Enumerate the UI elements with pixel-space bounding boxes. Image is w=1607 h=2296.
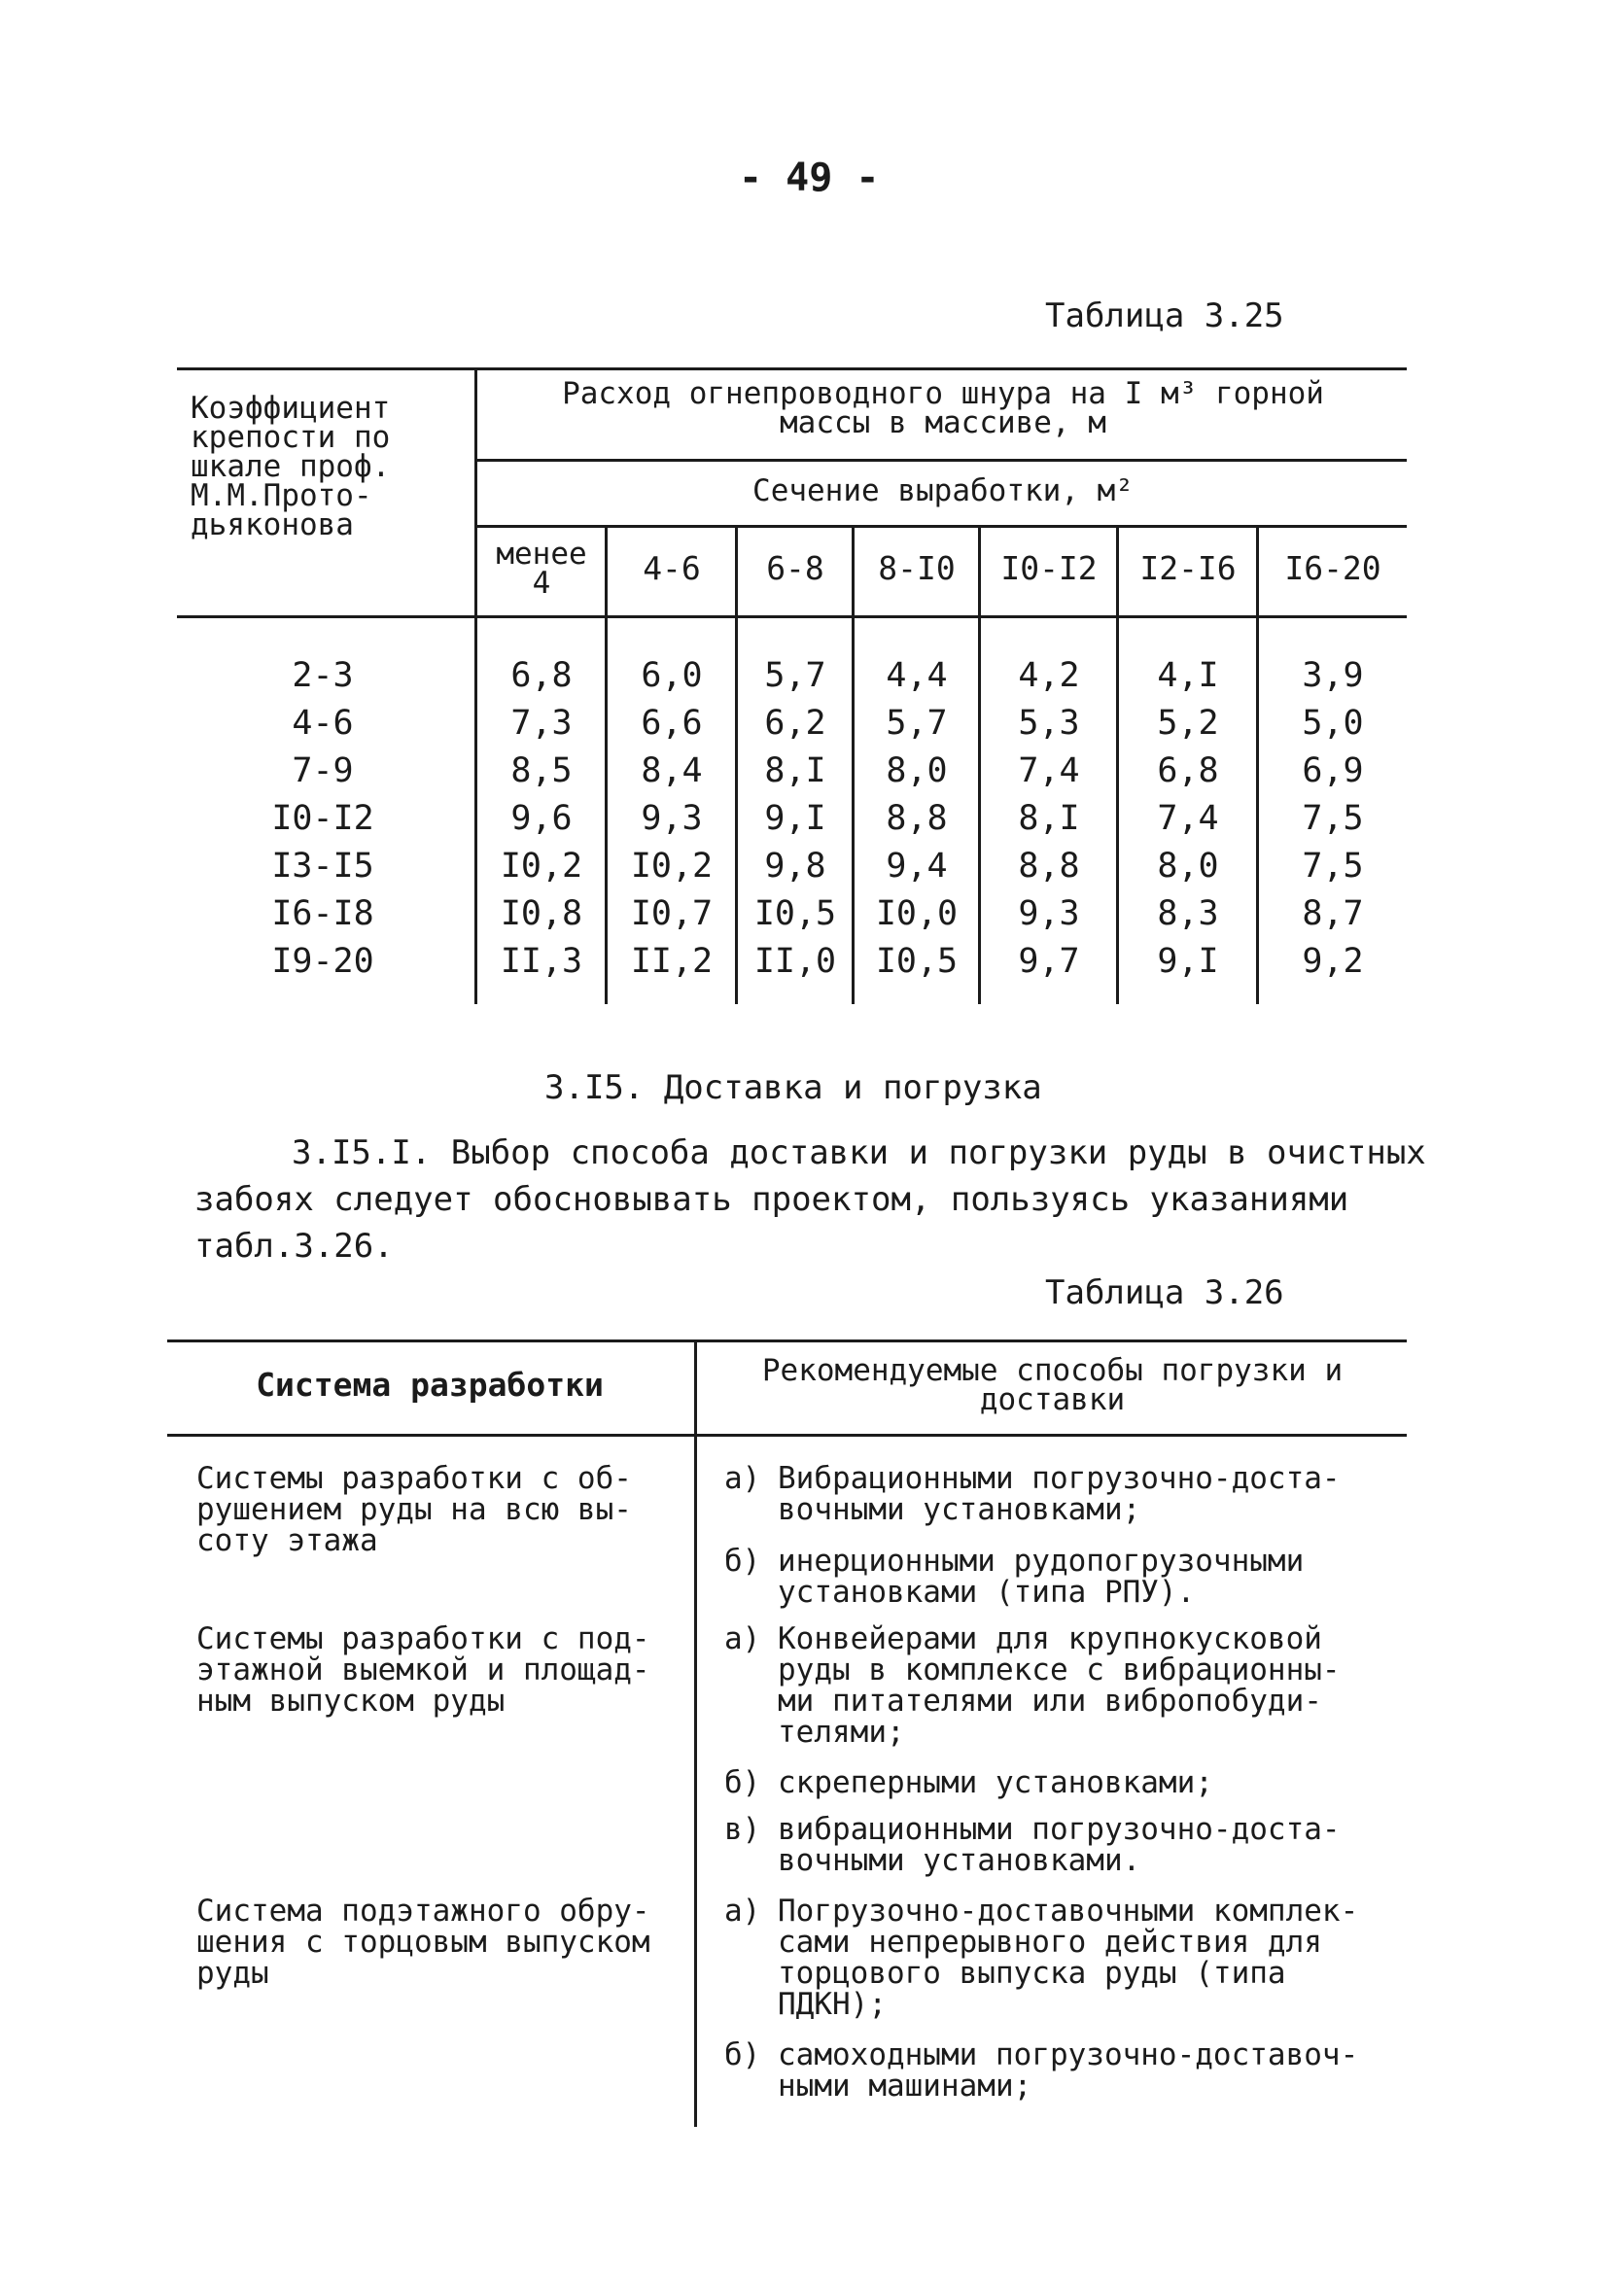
section-area-header: Сечение выработки, м² [752, 473, 1134, 508]
table-cell: 9,3 [1018, 894, 1080, 933]
table-cell: 6,2 [764, 704, 826, 743]
row-label: 2-3 [292, 656, 354, 695]
consumption-header: Расход огнепроводного шнура на I м³ горной массы в массиве, м [562, 376, 1324, 440]
table-cell: 9,6 [510, 799, 573, 838]
methods-column-header: Рекомендуемые способы погрузки и доставки [761, 1353, 1344, 1417]
table-cell: I0,0 [875, 894, 959, 933]
paragraph-line: 3.I5.I. Выбор способа доставки и погрузки руды в очистных [292, 1133, 1426, 1172]
system-cell: Система подэтажного обру- шения с торцовым выпуском руды [196, 1894, 650, 1991]
table-cell: 8,8 [886, 799, 948, 838]
col-header-less-4: менее 4 [496, 537, 587, 601]
table-cell: I0,7 [630, 894, 714, 933]
table-cell: 6,6 [641, 704, 703, 743]
table-cell: 7,3 [510, 704, 573, 743]
table-cell: I0,5 [753, 894, 837, 933]
row-label: I0-I2 [271, 799, 374, 838]
table-cell: 9,2 [1302, 942, 1364, 981]
table-cell: 6,8 [1157, 751, 1219, 790]
table-cell: I0,2 [500, 847, 583, 886]
row-label: I3-I5 [271, 847, 374, 886]
table-cell: I0,5 [875, 942, 959, 981]
table-cell: 9,I [764, 799, 826, 838]
table-cell: 8,I [1018, 799, 1080, 838]
page-number: - 49 - [739, 156, 880, 200]
table-cell: 5,0 [1302, 704, 1364, 743]
table-cell: 8,I [764, 751, 826, 790]
row-label: 7-9 [292, 751, 354, 790]
table-cell: I0,2 [630, 847, 714, 886]
table-cell: 8,0 [1157, 847, 1219, 886]
table-cell: 6,9 [1302, 751, 1364, 790]
table-cell: 5,3 [1018, 704, 1080, 743]
table-cell: 9,3 [641, 799, 703, 838]
table-cell: 5,2 [1157, 704, 1219, 743]
table-cell: 4,2 [1018, 656, 1080, 695]
table-cell: I0,8 [500, 894, 583, 933]
coefficient-header: Коэффициент крепости по шкале проф. М.М.Прото- дьяконова [191, 391, 391, 542]
col-header: 8-I0 [878, 549, 956, 587]
table-cell: II,3 [500, 942, 583, 981]
row-label: I9-20 [271, 942, 374, 981]
table-cell: 6,0 [641, 656, 703, 695]
paragraph-line: забоях следует обосновывать проектом, пользуясь указаниями [194, 1180, 1349, 1219]
table-cell: 7,5 [1302, 799, 1364, 838]
table-cell: 9,8 [764, 847, 826, 886]
table-cell: 4,I [1157, 656, 1219, 695]
table-cell: 8,3 [1157, 894, 1219, 933]
table-cell: 9,4 [886, 847, 948, 886]
section-heading: 3.I5. Доставка и погрузка [544, 1068, 1042, 1107]
table-cell: 9,7 [1018, 942, 1080, 981]
col-header: I2-I6 [1139, 549, 1237, 587]
table-3-25-caption: Таблица 3.25 [1045, 296, 1284, 335]
table-cell: 4,4 [886, 656, 948, 695]
table-cell: 5,7 [886, 704, 948, 743]
paragraph-line: табл.3.26. [194, 1227, 394, 1266]
table-cell: 3,9 [1302, 656, 1364, 695]
system-column-header: Система разработки [256, 1366, 604, 1404]
table-cell: 7,4 [1018, 751, 1080, 790]
table-cell: 9,I [1157, 942, 1219, 981]
row-label: I6-I8 [271, 894, 374, 933]
table-cell: II,2 [630, 942, 714, 981]
table-cell: 8,8 [1018, 847, 1080, 886]
col-header: I6-20 [1284, 549, 1381, 587]
table-cell: 7,4 [1157, 799, 1219, 838]
col-header: I0-I2 [1000, 549, 1098, 587]
table-cell: 7,5 [1302, 847, 1364, 886]
table-cell: 8,7 [1302, 894, 1364, 933]
system-cell: Системы разработки с под- этажной выемкой и площад- ным выпуском руды [196, 1621, 650, 1719]
table-cell: 6,8 [510, 656, 573, 695]
col-header: 4-6 [643, 549, 701, 587]
row-label: 4-6 [292, 704, 354, 743]
table-cell: 5,7 [764, 656, 826, 695]
col-header: 6-8 [766, 549, 824, 587]
table-cell: 8,5 [510, 751, 573, 790]
system-cell: Системы разработки с об- рушением руды на всю вы- соту этажа [196, 1461, 632, 1558]
table-3-26-caption: Таблица 3.26 [1045, 1273, 1284, 1312]
table-cell: 8,4 [641, 751, 703, 790]
table-cell: 8,0 [886, 751, 948, 790]
table-cell: II,0 [753, 942, 837, 981]
